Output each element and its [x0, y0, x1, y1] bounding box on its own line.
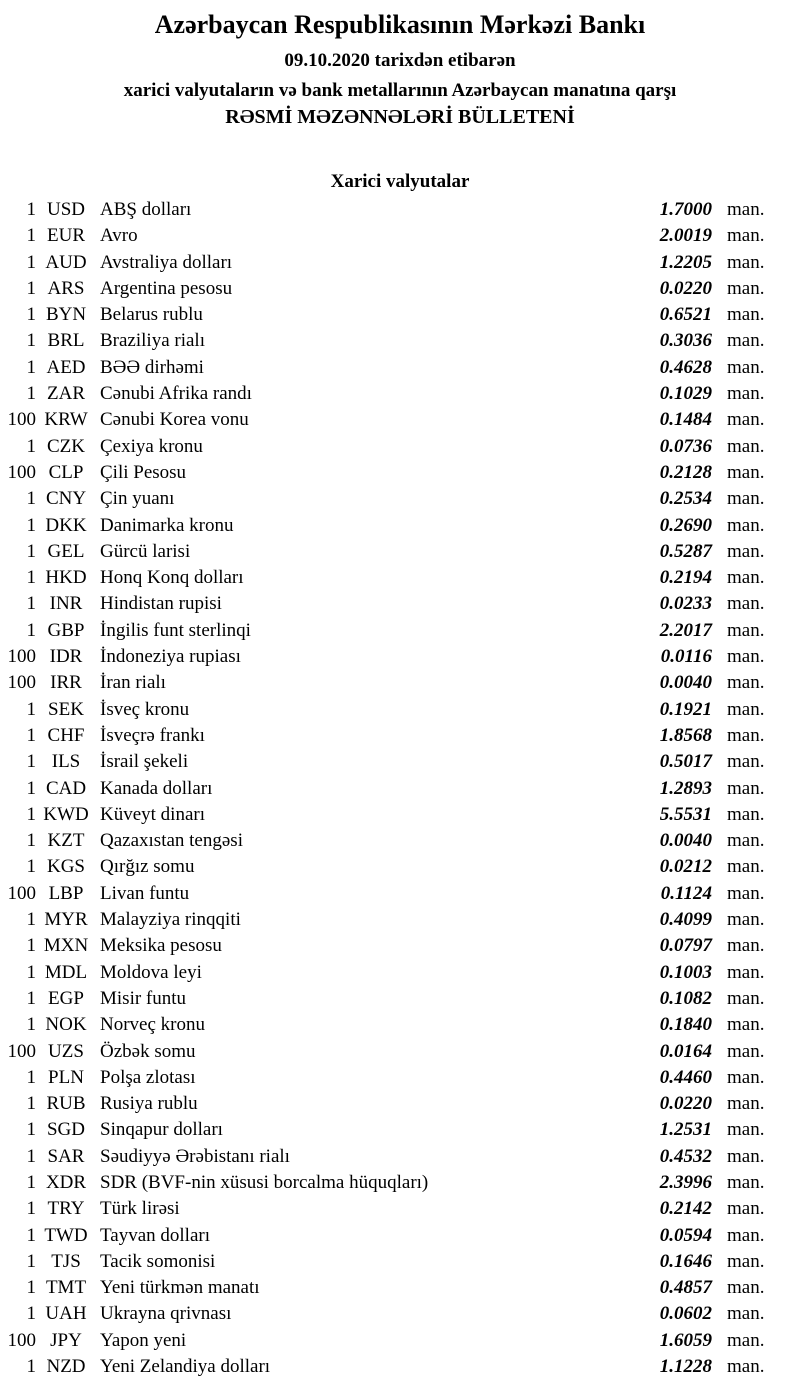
- rate-value: 0.1082: [659, 987, 712, 1009]
- currency-quantity: 100: [7, 409, 36, 431]
- unit-label: man.: [727, 724, 765, 746]
- rate-row: [0, 960, 800, 986]
- currency-code: CLP: [48, 461, 84, 483]
- currency-name: Malayziya rinqqiti: [100, 909, 241, 931]
- currency-code: INR: [49, 593, 83, 615]
- currency-code: AUD: [45, 251, 87, 273]
- unit-label: man.: [727, 1224, 765, 1246]
- currency-code: AED: [46, 356, 86, 378]
- currency-name: Qırğız somu: [100, 856, 195, 878]
- currency-name: Braziliya rialı: [100, 330, 205, 352]
- currency-name: Polşa zlotası: [100, 1066, 196, 1088]
- rate-row: [0, 355, 800, 381]
- rate-value: 0.0602: [659, 1303, 712, 1325]
- currency-name: İran rialı: [100, 672, 166, 694]
- unit-label: man.: [727, 646, 765, 668]
- currency-quantity: 1: [26, 935, 36, 957]
- currency-quantity: 100: [7, 882, 36, 904]
- rate-row: [0, 591, 800, 617]
- currency-quantity: 1: [26, 435, 36, 457]
- currency-code: ILS: [51, 751, 81, 773]
- currency-name: Çexiya kronu: [100, 435, 203, 457]
- currency-quantity: 1: [26, 619, 36, 641]
- currency-name: Cənubi Korea vonu: [100, 409, 249, 431]
- rate-value: 0.2128: [659, 461, 712, 483]
- currency-code: TMT: [45, 1277, 87, 1299]
- rate-value: 0.0040: [659, 830, 712, 852]
- currency-name: Yeni türkmən manatı: [100, 1277, 260, 1299]
- rate-value: 0.0040: [659, 672, 712, 694]
- currency-name: Yeni Zelandiya dolları: [100, 1356, 271, 1378]
- rate-row: [0, 749, 800, 775]
- rate-row: [0, 197, 800, 223]
- currency-name: Çili Pesosu: [100, 461, 187, 483]
- rate-row: [0, 881, 800, 907]
- currency-code: XDR: [45, 1171, 87, 1193]
- currency-code: CNY: [45, 488, 87, 510]
- currency-code: SGD: [46, 1119, 85, 1141]
- currency-quantity: 1: [26, 540, 36, 562]
- unit-label: man.: [727, 356, 765, 378]
- unit-label: man.: [727, 1145, 765, 1167]
- rate-value: 0.1840: [659, 1014, 712, 1036]
- currency-code: TJS: [51, 1250, 81, 1272]
- currency-name: Misir funtu: [100, 987, 187, 1009]
- unit-label: man.: [727, 751, 765, 773]
- currency-name: Hindistan rupisi: [100, 593, 222, 615]
- currency-code: MYR: [44, 909, 88, 931]
- currency-quantity: 1: [26, 830, 36, 852]
- currency-quantity: 1: [26, 856, 36, 878]
- unit-label: man.: [727, 830, 765, 852]
- rate-value: 1.2531: [659, 1119, 712, 1141]
- bulletin-header: [0, 10, 800, 130]
- currency-quantity: 1: [26, 514, 36, 536]
- unit-label: man.: [727, 1014, 765, 1036]
- currency-quantity: 1: [26, 488, 36, 510]
- currency-quantity: 1: [26, 567, 36, 589]
- currency-quantity: 1: [26, 777, 36, 799]
- rate-value: 0.0797: [659, 935, 712, 957]
- unit-label: man.: [727, 461, 765, 483]
- exchange-rates-table: [0, 197, 800, 1380]
- currency-code: UZS: [48, 1040, 84, 1062]
- rate-row: [0, 697, 800, 723]
- rate-value: 0.5017: [659, 751, 712, 773]
- rate-value: 1.2205: [659, 251, 712, 273]
- currency-code: PLN: [48, 1066, 84, 1088]
- rate-value: 1.8568: [659, 724, 712, 746]
- unit-label: man.: [727, 225, 765, 247]
- currency-code: TWD: [44, 1224, 88, 1246]
- currency-quantity: 1: [26, 1093, 36, 1115]
- unit-label: man.: [727, 1250, 765, 1272]
- unit-label: man.: [727, 803, 765, 825]
- rate-row: [0, 1328, 800, 1354]
- currency-code: GBP: [47, 619, 85, 641]
- currency-code: CHF: [47, 724, 85, 746]
- rate-row: [0, 1144, 800, 1170]
- currency-quantity: 1: [26, 225, 36, 247]
- currency-code: EUR: [47, 225, 85, 247]
- currency-name: Tayvan dolları: [100, 1224, 210, 1246]
- rate-row: [0, 486, 800, 512]
- rate-row: [0, 1275, 800, 1301]
- rate-row: [0, 670, 800, 696]
- rate-value: 0.0164: [659, 1040, 712, 1062]
- currency-quantity: 100: [7, 672, 36, 694]
- rate-value: 0.2194: [659, 567, 712, 589]
- currency-name: Yapon yeni: [100, 1329, 187, 1351]
- currency-name: İsveçrə frankı: [100, 724, 205, 746]
- rate-value: 0.0220: [659, 1093, 712, 1115]
- unit-label: man.: [727, 935, 765, 957]
- rate-value: 0.4628: [659, 356, 712, 378]
- currency-code: USD: [46, 199, 85, 220]
- rate-value: 0.3036: [659, 330, 712, 352]
- rate-value: 0.2142: [659, 1198, 712, 1220]
- unit-label: man.: [727, 777, 765, 799]
- currency-quantity: 1: [26, 199, 36, 220]
- rate-row: [0, 1117, 800, 1143]
- unit-label: man.: [727, 593, 765, 615]
- currency-code: ARS: [47, 277, 85, 299]
- currency-name: Avro: [100, 225, 138, 247]
- currency-code: ZAR: [47, 383, 85, 405]
- rate-value: 0.0594: [659, 1224, 712, 1246]
- currency-quantity: 1: [26, 1171, 36, 1193]
- currency-quantity: 1: [26, 1145, 36, 1167]
- unit-label: man.: [727, 672, 765, 694]
- rate-value: 5.5531: [659, 803, 712, 825]
- rate-value: 1.6059: [659, 1329, 712, 1351]
- unit-label: man.: [727, 1329, 765, 1351]
- unit-label: man.: [727, 1303, 765, 1325]
- rate-value: 0.4857: [659, 1277, 712, 1299]
- rate-row: [0, 302, 800, 328]
- subtitle-line: xarici valyutaların və bank metallarının Azərbaycan manatına qarşı: [123, 80, 677, 101]
- currency-code: KZT: [47, 830, 85, 852]
- currency-quantity: 1: [26, 987, 36, 1009]
- unit-label: man.: [727, 567, 765, 589]
- currency-name: Honq Konq dolları: [100, 567, 244, 589]
- currency-quantity: 100: [7, 1040, 36, 1062]
- rate-row: [0, 1012, 800, 1038]
- rate-value: 0.1124: [660, 882, 712, 904]
- rate-row: [0, 381, 800, 407]
- rate-value: 0.0220: [659, 277, 712, 299]
- currency-code: GEL: [47, 540, 85, 562]
- currency-name: İngilis funt sterlinqi: [100, 619, 251, 641]
- currency-code: DKK: [45, 514, 87, 536]
- currency-quantity: 1: [26, 803, 36, 825]
- rate-row: [0, 907, 800, 933]
- unit-label: man.: [727, 488, 765, 510]
- currency-quantity: 1: [26, 304, 36, 326]
- currency-quantity: 1: [26, 251, 36, 273]
- currency-quantity: 1: [26, 356, 36, 378]
- rate-row: [0, 828, 800, 854]
- rate-row: [0, 802, 800, 828]
- rate-value: 0.4460: [659, 1066, 712, 1088]
- currency-name: İndoneziya rupiası: [100, 646, 241, 668]
- unit-label: man.: [727, 514, 765, 536]
- rate-value: 0.1921: [659, 698, 712, 720]
- rate-value: 0.0212: [659, 856, 712, 878]
- currency-code: EGP: [48, 987, 84, 1009]
- currency-quantity: 1: [26, 909, 36, 931]
- currency-name: Qazaxıstan tengəsi: [100, 830, 243, 852]
- currency-quantity: 1: [26, 724, 36, 746]
- effective-date-line: 09.10.2020 tarixdən etibarən: [284, 50, 516, 71]
- rate-row: [0, 1301, 800, 1327]
- currency-name: Moldova leyi: [100, 961, 202, 983]
- currency-name: Kanada dolları: [100, 777, 213, 799]
- currency-name: Rusiya rublu: [100, 1093, 198, 1115]
- currency-code: NZD: [46, 1356, 86, 1378]
- bulletin-title: RƏSMİ MƏZƏNNƏLƏRİ BÜLLETENİ: [225, 106, 575, 128]
- unit-label: man.: [727, 1356, 765, 1378]
- currency-code: JPY: [50, 1329, 82, 1351]
- rate-value: 2.0019: [659, 225, 712, 247]
- rate-value: 0.0116: [660, 646, 712, 668]
- rate-value: 0.0233: [659, 593, 712, 615]
- currency-name: Avstraliya dolları: [100, 251, 233, 273]
- rate-row: [0, 223, 800, 249]
- bank-title: Azərbaycan Respublikasının Mərkəzi Bankı: [154, 10, 646, 39]
- rate-row: [0, 723, 800, 749]
- currency-quantity: 1: [26, 1277, 36, 1299]
- unit-label: man.: [727, 409, 765, 431]
- unit-label: man.: [727, 330, 765, 352]
- unit-label: man.: [727, 1119, 765, 1141]
- rate-value: 0.5287: [659, 540, 712, 562]
- currency-name: Danimarka kronu: [100, 514, 234, 536]
- currency-quantity: 1: [26, 1224, 36, 1246]
- currency-name: Norveç kronu: [100, 1014, 205, 1036]
- currency-code: SAR: [47, 1145, 85, 1167]
- currency-name: Sinqapur dolları: [100, 1119, 223, 1141]
- rate-value: 1.2893: [659, 777, 712, 799]
- currency-quantity: 1: [26, 961, 36, 983]
- rate-row: [0, 1065, 800, 1091]
- unit-label: man.: [727, 987, 765, 1009]
- unit-label: man.: [727, 1066, 765, 1088]
- currency-quantity: 1: [26, 1303, 36, 1325]
- rate-row: [0, 539, 800, 565]
- rate-value: 0.4532: [659, 1145, 712, 1167]
- unit-label: man.: [727, 1277, 765, 1299]
- rate-value: 0.1646: [659, 1250, 712, 1272]
- currency-quantity: 100: [7, 1329, 36, 1351]
- unit-label: man.: [727, 619, 765, 641]
- unit-label: man.: [727, 1198, 765, 1220]
- currency-code: SEK: [48, 698, 84, 720]
- currency-quantity: 100: [7, 646, 36, 668]
- currency-quantity: 1: [26, 277, 36, 299]
- rate-row: [0, 1039, 800, 1065]
- rate-value: 0.1484: [659, 409, 712, 431]
- rate-value: 0.2534: [659, 488, 712, 510]
- unit-label: man.: [727, 961, 765, 983]
- currency-name: İsveç kronu: [100, 698, 190, 720]
- currency-code: NOK: [45, 1014, 87, 1036]
- currency-code: IDR: [49, 646, 83, 668]
- currency-code: MDL: [44, 961, 88, 983]
- rate-value: 1.7000: [659, 199, 712, 220]
- currency-code: IRR: [50, 672, 82, 694]
- rate-row: [0, 434, 800, 460]
- currency-name: İsrail şekeli: [100, 751, 189, 773]
- currency-quantity: 1: [26, 1119, 36, 1141]
- unit-label: man.: [727, 1171, 765, 1193]
- currency-name: Gürcü larisi: [100, 540, 191, 562]
- currency-code: KWD: [43, 803, 89, 825]
- currency-name: Türk lirəsi: [100, 1198, 180, 1220]
- currency-code: BYN: [45, 304, 87, 326]
- rate-value: 2.3996: [659, 1171, 712, 1193]
- currency-name: Küveyt dinarı: [100, 803, 206, 825]
- currency-code: LBP: [48, 882, 84, 904]
- currency-quantity: 1: [26, 698, 36, 720]
- rate-row: [0, 1249, 800, 1275]
- currency-code: UAH: [45, 1303, 87, 1325]
- currency-name: Tacik somonisi: [100, 1250, 216, 1272]
- currency-name: BƏƏ dirhəmi: [100, 356, 204, 378]
- rate-row: [0, 1091, 800, 1117]
- unit-label: man.: [727, 882, 765, 904]
- currency-quantity: 1: [26, 751, 36, 773]
- currency-code: CAD: [45, 777, 87, 799]
- unit-label: man.: [727, 304, 765, 326]
- currency-quantity: 1: [26, 383, 36, 405]
- currency-quantity: 1: [26, 1250, 36, 1272]
- currency-code: CZK: [47, 435, 85, 457]
- unit-label: man.: [727, 277, 765, 299]
- rate-row: [0, 250, 800, 276]
- rate-value: 2.2017: [659, 619, 712, 641]
- currency-code: MXN: [43, 935, 89, 957]
- rate-row: [0, 644, 800, 670]
- currency-quantity: 1: [26, 1014, 36, 1036]
- rate-value: 1.1228: [659, 1356, 712, 1378]
- rate-row: [0, 276, 800, 302]
- rate-row: [0, 776, 800, 802]
- rate-row: [0, 618, 800, 644]
- rate-value: 0.1029: [659, 383, 712, 405]
- currency-name: ABŞ dolları: [100, 199, 192, 220]
- rate-row: [0, 1223, 800, 1249]
- rate-value: 0.2690: [659, 514, 712, 536]
- currency-code: TRY: [47, 1198, 85, 1220]
- currency-quantity: 1: [26, 1356, 36, 1378]
- rate-row: [0, 565, 800, 591]
- unit-label: man.: [727, 435, 765, 457]
- currency-name: Səudiyyə Ərəbistanı rialı: [100, 1145, 290, 1167]
- rate-row: [0, 513, 800, 539]
- rate-value: 0.4099: [659, 909, 712, 931]
- unit-label: man.: [727, 383, 765, 405]
- unit-label: man.: [727, 909, 765, 931]
- rate-value: 0.1003: [659, 961, 712, 983]
- section-title-foreign-currencies: Xarici valyutalar: [330, 171, 470, 192]
- currency-code: KGS: [46, 856, 85, 878]
- currency-name: Belarus rublu: [100, 304, 203, 326]
- unit-label: man.: [727, 1040, 765, 1062]
- currency-code: HKD: [45, 567, 87, 589]
- rate-row: [0, 1354, 800, 1380]
- unit-label: man.: [727, 251, 765, 273]
- unit-label: man.: [727, 199, 765, 220]
- currency-name: Çin yuanı: [100, 488, 175, 510]
- currency-code: KRW: [44, 409, 88, 431]
- currency-name: Ukrayna qrivnası: [100, 1303, 232, 1325]
- currency-quantity: 1: [26, 1066, 36, 1088]
- unit-label: man.: [727, 856, 765, 878]
- rate-row: [0, 1170, 800, 1196]
- unit-label: man.: [727, 540, 765, 562]
- rate-row: [0, 328, 800, 354]
- rate-row: [0, 854, 800, 880]
- currency-code: RUB: [46, 1093, 86, 1115]
- rate-value: 0.6521: [659, 304, 712, 326]
- rate-row: [0, 933, 800, 959]
- rate-row: [0, 460, 800, 486]
- currency-quantity: 1: [26, 1198, 36, 1220]
- currency-name: SDR (BVF-nin xüsusi borcalma hüquqları): [100, 1171, 429, 1193]
- unit-label: man.: [727, 698, 765, 720]
- currency-name: Meksika pesosu: [100, 935, 222, 957]
- rate-row: [0, 407, 800, 433]
- currency-name: Cənubi Afrika randı: [100, 383, 252, 405]
- rate-value: 0.0736: [659, 435, 712, 457]
- rate-row: [0, 1196, 800, 1222]
- currency-quantity: 100: [7, 461, 36, 483]
- currency-code: BRL: [47, 330, 85, 352]
- currency-name: Livan funtu: [100, 882, 190, 904]
- currency-quantity: 1: [26, 593, 36, 615]
- currency-name: Argentina pesosu: [100, 277, 233, 299]
- currency-name: Özbək somu: [100, 1040, 196, 1062]
- currency-quantity: 1: [26, 330, 36, 352]
- rate-row: [0, 986, 800, 1012]
- unit-label: man.: [727, 1093, 765, 1115]
